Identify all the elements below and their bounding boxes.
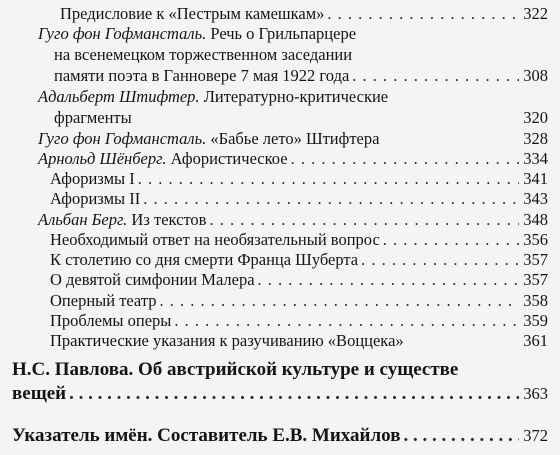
toc-entry: [38, 148, 548, 169]
toc-entry: [50, 188, 548, 209]
entry-title: О девятой симфонии Малера: [50, 270, 255, 289]
entry-title: К столетию со дня смерти Франца Шуберта: [50, 250, 359, 269]
toc-entry: [50, 290, 548, 311]
toc-entry: [50, 168, 548, 189]
dot-leader: [69, 382, 519, 406]
entry-title: Необходимый ответ на необязательный вопрос: [50, 230, 380, 249]
entry-title-continued: фрагменты: [54, 108, 132, 127]
dot-leader: [174, 310, 519, 331]
entry-title: Афоризмы II: [50, 189, 141, 208]
dot-leader: [352, 65, 519, 86]
page-number: 363: [523, 384, 548, 403]
dot-leader: [138, 168, 519, 189]
page-number: 341: [523, 169, 548, 188]
entry-title: Афористическое: [170, 149, 288, 168]
entry-author: Адальберт Штифтер.: [38, 87, 200, 106]
toc-entry: [50, 330, 548, 351]
entry-title: Афоризмы I: [50, 169, 135, 188]
section-title: Указатель имён. Составитель Е.В. Михайлов: [12, 425, 401, 446]
toc-entry: [38, 209, 548, 230]
dot-leader: [291, 148, 519, 169]
dot-leader: [209, 209, 519, 230]
page-number: 308: [523, 66, 548, 85]
page-number: 359: [523, 311, 548, 330]
page-number: 320: [523, 108, 548, 127]
section-title-continued: вещей: [12, 383, 67, 404]
toc-entry: [38, 23, 548, 86]
dot-leader: [403, 424, 519, 448]
page-number: 357: [523, 250, 548, 269]
entry-author: Арнольд Шёнберг.: [38, 149, 167, 168]
dot-leader: [258, 269, 519, 290]
page-number: 356: [523, 230, 548, 249]
entry-title-continued: памяти поэта в Ганновере 7 мая 1922 года: [54, 66, 350, 85]
entry-author: Гуго фон Гофмансталь.: [38, 24, 207, 43]
toc-entry: [60, 3, 548, 24]
page-number: 328: [523, 129, 548, 148]
toc-entry: [50, 310, 548, 331]
dot-leader: [361, 249, 519, 270]
entry-title: Практические указания к разучиванию «Воццека»: [50, 331, 404, 350]
toc-section-entry: [12, 358, 548, 406]
page-number: 334: [523, 149, 548, 168]
entry-title: Речь о Грильпарцере: [210, 24, 357, 43]
entry-title: Предисловие к «Пестрым камешкам»: [60, 4, 325, 23]
entry-author: Гуго фон Гофмансталь.: [38, 129, 207, 148]
toc-entry: [50, 269, 548, 290]
page-number: 322: [523, 4, 548, 23]
entry-title: «Бабье лето» Штифтера: [210, 129, 380, 148]
toc-section-entry: [12, 424, 548, 448]
page-number: 357: [523, 270, 548, 289]
page-number: 348: [523, 210, 548, 229]
page-number: 361: [523, 331, 548, 350]
entry-title-continued: на всенемецком торжественном заседании: [54, 45, 353, 64]
dot-leader: [327, 3, 519, 24]
toc-entry: [50, 229, 548, 250]
dot-leader: [383, 229, 519, 250]
entry-title: Из текстов: [131, 210, 207, 229]
dot-leader: [160, 290, 520, 311]
section-title: Н.С. Павлова. Об австрийской культуре и существе: [12, 359, 459, 380]
entry-title: Оперный театр: [50, 291, 157, 310]
toc-entry: [38, 128, 548, 149]
toc-entry: [50, 249, 548, 270]
page-number: 343: [523, 189, 548, 208]
toc-entry: [38, 86, 548, 128]
entry-author: Альбан Берг.: [38, 210, 128, 229]
page-number: 372: [523, 426, 548, 445]
dot-leader: [143, 188, 519, 209]
page-number: 358: [523, 291, 548, 310]
entry-title: Проблемы оперы: [50, 311, 172, 330]
entry-title: Литературно-критические: [203, 87, 389, 106]
